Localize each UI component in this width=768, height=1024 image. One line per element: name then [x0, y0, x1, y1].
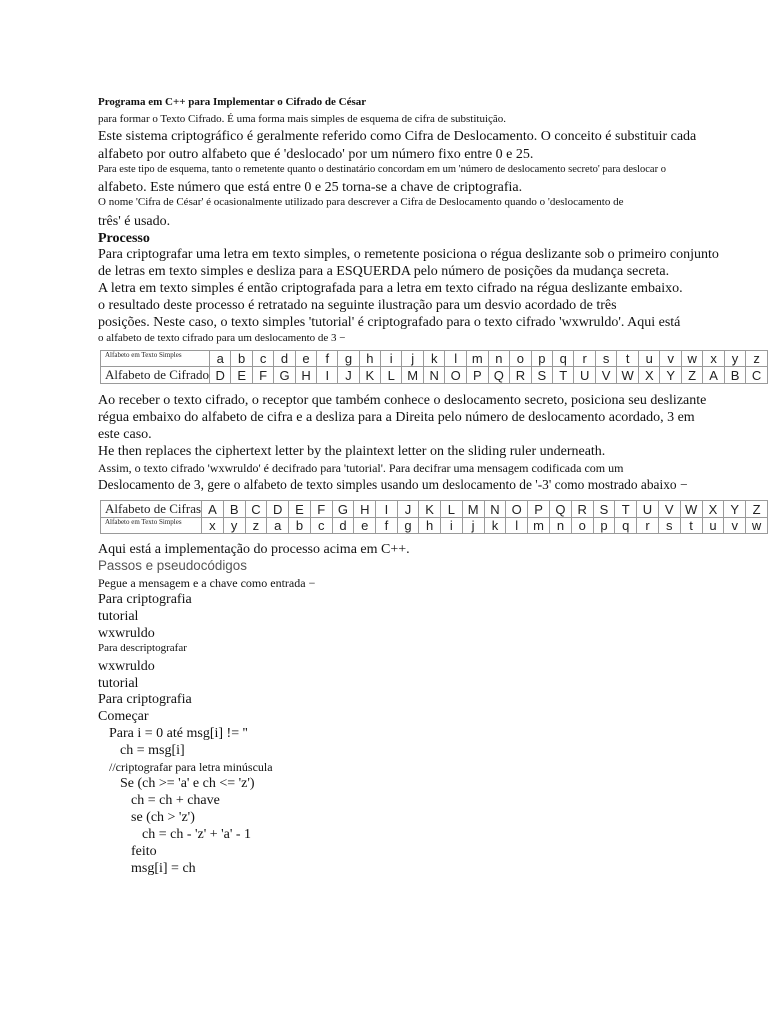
encrypt-input: tutorial: [98, 609, 139, 624]
plain-letter-cell: x: [703, 351, 724, 367]
cipher-letter-cell: J: [397, 501, 419, 518]
process-line-4: o resultado deste processo é retratado na seguinte ilustração para um desvio acordado de três: [98, 298, 617, 313]
cipher-letter-cell: C: [746, 367, 768, 384]
plain-letter-cell: y: [724, 351, 745, 367]
plain-letter-cell: l: [445, 351, 467, 367]
plain-letter-cell: j: [462, 518, 484, 534]
pseudo-line: se (ch > 'z'): [131, 810, 195, 825]
plain-letter-cell: m: [466, 351, 488, 367]
plain-letter-cell: q: [615, 518, 637, 534]
plain-letter-cell: n: [488, 351, 510, 367]
cipher-letter-cell: T: [615, 501, 637, 518]
cipher-letter-cell: N: [423, 367, 444, 384]
row-label: Alfabeto de Cifrado: [101, 367, 210, 384]
plain-letter-cell: l: [506, 518, 528, 534]
pseudo-line: ch = msg[i]: [120, 743, 185, 758]
cipher-letter-cell: A: [202, 501, 224, 518]
plain-letter-cell: a: [267, 518, 289, 534]
cipher-letter-cell: A: [703, 367, 724, 384]
cipher-letter-cell: L: [381, 367, 402, 384]
decrypt-input: wxwruldo: [98, 659, 155, 674]
cipher-letter-cell: K: [419, 501, 441, 518]
cipher-letter-cell: X: [702, 501, 724, 518]
input-line: Pegue a mensagem e a chave como entrada −: [98, 576, 316, 590]
process-line-6: o alfabeto de texto cifrado para um deslocamento de 3 −: [98, 332, 346, 344]
cipher-letter-cell: I: [376, 501, 397, 518]
plain-letter-cell: v: [724, 518, 746, 534]
decrypt-line-4: He then replaces the ciphertext letter by the plaintext letter on the sliding ruler underneath.: [98, 444, 606, 459]
plain-letter-cell: g: [397, 518, 419, 534]
plain-letter-cell: w: [681, 351, 702, 367]
cipher-letter-cell: W: [680, 501, 702, 518]
plain-letter-cell: f: [317, 351, 338, 367]
intro-line-3: alfabeto por outro alfabeto que é 'deslocado' por um número fixo entre 0 e 25.: [98, 147, 534, 162]
cipher-letter-cell: O: [445, 367, 467, 384]
cipher-letter-cell: U: [637, 501, 659, 518]
plain-letter-cell: h: [419, 518, 441, 534]
process-line-1: Para criptografar uma letra em texto simples, o remetente posiciona o régua deslizante sob o primeiro conjunto: [98, 247, 719, 262]
decrypt-output: tutorial: [98, 676, 139, 691]
cipher-letter-cell: P: [466, 367, 488, 384]
cipher-letter-cell: R: [510, 367, 531, 384]
cipher-letter-cell: E: [231, 367, 252, 384]
plain-letter-cell: d: [274, 351, 296, 367]
intro-line-5: alfabeto. Este número que está entre 0 e 25 torna-se a chave de criptografia.: [98, 180, 523, 195]
plain-letter-cell: t: [680, 518, 702, 534]
intro-line-1: para formar o Texto Cifrado. É uma forma mais simples de esquema de cifra de substituição.: [98, 113, 507, 125]
cipher-letter-cell: C: [245, 501, 267, 518]
cipher-letter-cell: N: [484, 501, 506, 518]
plain-letter-cell: m: [528, 518, 550, 534]
pseudo-line: ch = ch - 'z' + 'a' - 1: [142, 827, 252, 842]
cipher-letter-cell: T: [553, 367, 574, 384]
cipher-letter-cell: S: [593, 501, 615, 518]
plain-letter-cell: u: [702, 518, 724, 534]
cipher-letter-cell: Y: [660, 367, 681, 384]
cipher-letter-cell: K: [359, 367, 380, 384]
cipher-letter-cell: J: [338, 367, 359, 384]
encrypt-output: wxwruldo: [98, 626, 155, 641]
decrypt-line-3: este caso.: [98, 427, 152, 442]
plain-letter-cell: i: [381, 351, 402, 367]
page-title: Programa em C++ para Implementar o Cifrado de César: [98, 96, 367, 108]
cipher-letter-cell: U: [574, 367, 595, 384]
plain-letter-cell: s: [595, 351, 616, 367]
cipher-letter-cell: S: [531, 367, 552, 384]
plain-letter-cell: p: [593, 518, 615, 534]
cipher-letter-cell: W: [617, 367, 639, 384]
ciphertext-row: [101, 367, 768, 384]
process-line-2: de letras em texto simples e desliza para a ESQUERDA pelo número de posições da mudança secreta.: [98, 264, 670, 279]
plain-letter-cell: s: [658, 518, 680, 534]
plain-letter-cell: c: [310, 518, 332, 534]
row-label: Alfabeto em Texto Simples: [101, 351, 210, 367]
plaintext-row: [101, 351, 768, 367]
intro-line-2: Este sistema criptográfico é geralmente referido como Cifra de Deslocamento. O conceito é substituir cada: [98, 129, 697, 144]
cipher-letter-cell: G: [274, 367, 296, 384]
cipher-letter-cell: Z: [746, 501, 768, 518]
plain-letter-cell: c: [252, 351, 273, 367]
cipher-letter-cell: M: [402, 367, 424, 384]
cipher-letter-cell: Z: [681, 367, 702, 384]
intro-line-7: três' é usado.: [98, 214, 171, 229]
plain-letter-cell: t: [617, 351, 639, 367]
plain-letter-cell: j: [402, 351, 424, 367]
plain-letter-cell: v: [660, 351, 681, 367]
cipher-letter-cell: D: [267, 501, 289, 518]
decrypt-line-5: Assim, o texto cifrado 'wxwruldo' é decifrado para 'tutorial'. Para decifrar uma mensagem codificada com um: [98, 461, 624, 475]
plain-letter-cell: a: [209, 351, 230, 367]
row-label: Alfabeto de Cifras: [101, 501, 202, 518]
plain-letter-cell: e: [354, 518, 376, 534]
plain-letter-cell: z: [746, 351, 768, 367]
cipher-letter-cell: R: [571, 501, 593, 518]
decrypt-line-1: Ao receber o texto cifrado, o receptor que também conhece o deslocamento secreto, posiciona seu deslizante: [98, 393, 707, 408]
cipher-letter-cell: B: [724, 367, 745, 384]
cipher-letter-cell: Q: [550, 501, 572, 518]
process-line-3: A letra em texto simples é então criptografada para a letra em texto cifrado na régua deslizante embaixo.: [98, 281, 683, 296]
plain-letter-cell: k: [484, 518, 506, 534]
plain-letter-cell: i: [441, 518, 463, 534]
cipher-letter-cell: F: [310, 501, 332, 518]
plain-letter-cell: r: [574, 351, 595, 367]
pseudo-line: Se (ch >= 'a' e ch <= 'z'): [120, 776, 255, 791]
pseudo-line: feito: [131, 844, 157, 859]
cipher-letter-cell: F: [252, 367, 273, 384]
cipher-letter-cell: H: [354, 501, 376, 518]
plain-letter-cell: g: [338, 351, 359, 367]
ciphertext-row: [101, 501, 768, 518]
pseudo-line: msg[i] = ch: [131, 861, 196, 876]
process-line-5: posições. Neste caso, o texto simples 'tutorial' é criptografado para o texto cifrado 'wxwruldo'. Aqui está: [98, 315, 681, 330]
cipher-letter-cell: Q: [488, 367, 510, 384]
plain-letter-cell: p: [531, 351, 552, 367]
cipher-letter-cell: P: [528, 501, 550, 518]
decrypt-line-2: régua embaixo do alfabeto de cifra e a desliza para a Direita pelo número de deslocamento acordado, 3 em: [98, 410, 695, 425]
decrypt-line-6: Deslocamento de 3, gere o alfabeto de texto simples usando um deslocamento de '-3' como mostrado abaixo −: [98, 477, 688, 492]
cipher-table-decrypt: [100, 500, 768, 534]
cipher-letter-cell: G: [332, 501, 354, 518]
cipher-letter-cell: O: [506, 501, 528, 518]
plain-letter-cell: x: [202, 518, 224, 534]
plain-letter-cell: f: [376, 518, 397, 534]
plain-letter-cell: n: [550, 518, 572, 534]
cipher-letter-cell: D: [209, 367, 230, 384]
plain-letter-cell: d: [332, 518, 354, 534]
plain-letter-cell: u: [639, 351, 660, 367]
intro-line-4: Para este tipo de esquema, tanto o remetente quanto o destinatário concordam em um 'número de deslocamento secreto' para deslocar o: [98, 164, 666, 175]
pseudo-comment: //criptografar para letra minúscula: [109, 760, 273, 774]
steps-heading: Passos e pseudocódigos: [98, 558, 247, 573]
cipher-letter-cell: X: [639, 367, 660, 384]
plain-letter-cell: q: [553, 351, 574, 367]
plain-letter-cell: o: [571, 518, 593, 534]
plain-letter-cell: b: [289, 518, 311, 534]
implementation-line: Aqui está a implementação do processo acima em C++.: [98, 542, 410, 557]
cipher-letter-cell: E: [289, 501, 311, 518]
cipher-letter-cell: V: [595, 367, 616, 384]
pseudo-line: ch = ch + chave: [131, 793, 220, 808]
plain-letter-cell: z: [245, 518, 267, 534]
cipher-letter-cell: M: [462, 501, 484, 518]
plain-letter-cell: o: [510, 351, 531, 367]
intro-line-6: O nome 'Cifra de César' é ocasionalmente utilizado para descrever a Cifra de Deslocamento quando o 'deslocamento de: [98, 196, 624, 208]
cipher-letter-cell: Y: [724, 501, 746, 518]
cipher-letter-cell: B: [223, 501, 245, 518]
plaintext-row: [101, 518, 768, 534]
process-heading: Processo: [98, 231, 150, 246]
plain-letter-cell: h: [359, 351, 380, 367]
plain-letter-cell: e: [295, 351, 316, 367]
plain-letter-cell: w: [746, 518, 768, 534]
cipher-letter-cell: V: [658, 501, 680, 518]
decrypt-label: Para descriptografar: [98, 642, 187, 654]
plain-letter-cell: b: [231, 351, 252, 367]
cipher-letter-cell: L: [441, 501, 463, 518]
plain-letter-cell: r: [637, 518, 659, 534]
plain-letter-cell: y: [223, 518, 245, 534]
encrypt-label: Para criptografia: [98, 592, 192, 607]
plain-letter-cell: k: [423, 351, 444, 367]
pseudo-line: Começar: [98, 709, 149, 724]
row-label: Alfabeto em Texto Simples: [101, 518, 202, 534]
pseudo-label: Para criptografia: [98, 692, 192, 707]
pseudo-line: Para i = 0 até msg[i] != '': [109, 726, 248, 741]
cipher-letter-cell: I: [317, 367, 338, 384]
cipher-table-encrypt: [100, 350, 768, 384]
cipher-letter-cell: H: [295, 367, 316, 384]
